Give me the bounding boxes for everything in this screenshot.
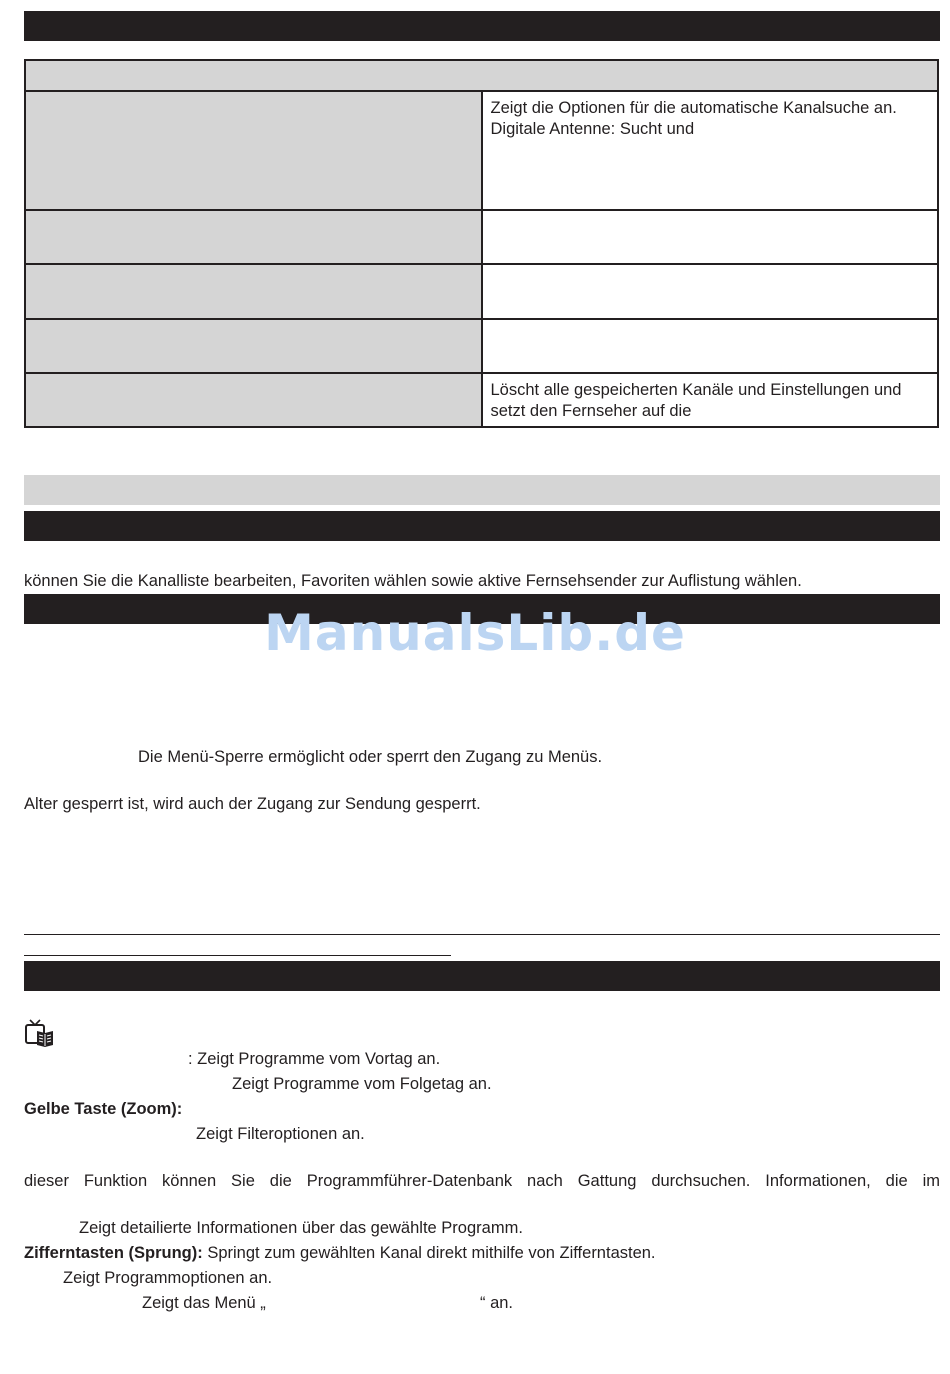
- numeric-keys-line: [24, 1243, 656, 1263]
- table-row: [25, 319, 938, 373]
- menu-close-text: “ an.: [480, 1294, 514, 1312]
- row-description: Zeigt die Optionen für die automatische Kanalsuche an. Digitale Antenne: Sucht und: [482, 91, 939, 210]
- row-label: [25, 319, 482, 373]
- table-row: [25, 264, 938, 319]
- next-day-text: Zeigt Programme vom Folgetag an.: [232, 1075, 492, 1093]
- yellow-key-label-text: Gelbe Taste (Zoom):: [24, 1100, 183, 1118]
- menu-open-text: Zeigt das Menü „: [142, 1294, 266, 1312]
- numeric-keys-label: Zifferntasten (Sprung):: [24, 1244, 203, 1262]
- filter-text: Zeigt Filteroptionen an.: [196, 1125, 365, 1143]
- divider-line-short: [24, 955, 451, 956]
- row-description: Löscht alle gespeicherten Kanäle und Einstellungen und setzt den Fernseher auf die: [482, 373, 939, 427]
- options-text: Zeigt Programmoptionen an.: [63, 1269, 273, 1287]
- genre-search-text: dieser Funktion können Sie die Programmführer-Datenbank nach Gattung durchsuchen. Informationen, die im: [24, 1172, 940, 1190]
- sub-header-bar: [24, 475, 940, 505]
- table-header-row: [25, 60, 938, 91]
- row-description: [482, 319, 939, 373]
- row-label: [25, 210, 482, 264]
- info-text: Zeigt detailierte Informationen über das gewählte Programm.: [79, 1219, 523, 1237]
- table-header-cell: [25, 60, 938, 91]
- age-lock-text: Alter gesperrt ist, wird auch der Zugang zur Sendung gesperrt.: [24, 795, 481, 813]
- section-header-bar: [24, 11, 940, 41]
- row-description: [482, 264, 939, 319]
- channels-header-bar: [24, 511, 940, 541]
- watermark: ManualsLib.de: [264, 604, 686, 662]
- row-description: [482, 210, 939, 264]
- channel-list-text: können Sie die Kanalliste bearbeiten, Favoriten wählen sowie aktive Fernsehsender zur Auflistung wählen.: [24, 572, 802, 590]
- row-label: [25, 264, 482, 319]
- divider-line: [24, 934, 940, 935]
- prev-day-text: : Zeigt Programme vom Vortag an.: [188, 1050, 441, 1068]
- row-label: [25, 91, 482, 210]
- table-row: [25, 210, 938, 264]
- table-row: [25, 91, 938, 210]
- yellow-key-label: [24, 1099, 182, 1119]
- table-row: [25, 373, 938, 427]
- row-label: [25, 373, 482, 427]
- menu-options-table: [24, 59, 939, 428]
- tv-guide-icon: [24, 1019, 56, 1047]
- menu-lock-text: Die Menü-Sperre ermöglicht oder sperrt den Zugang zu Menüs.: [138, 748, 603, 766]
- numeric-keys-desc: Springt zum gewählten Kanal direkt mithilfe von Zifferntasten.: [207, 1244, 656, 1262]
- epg-header-bar: [24, 961, 940, 991]
